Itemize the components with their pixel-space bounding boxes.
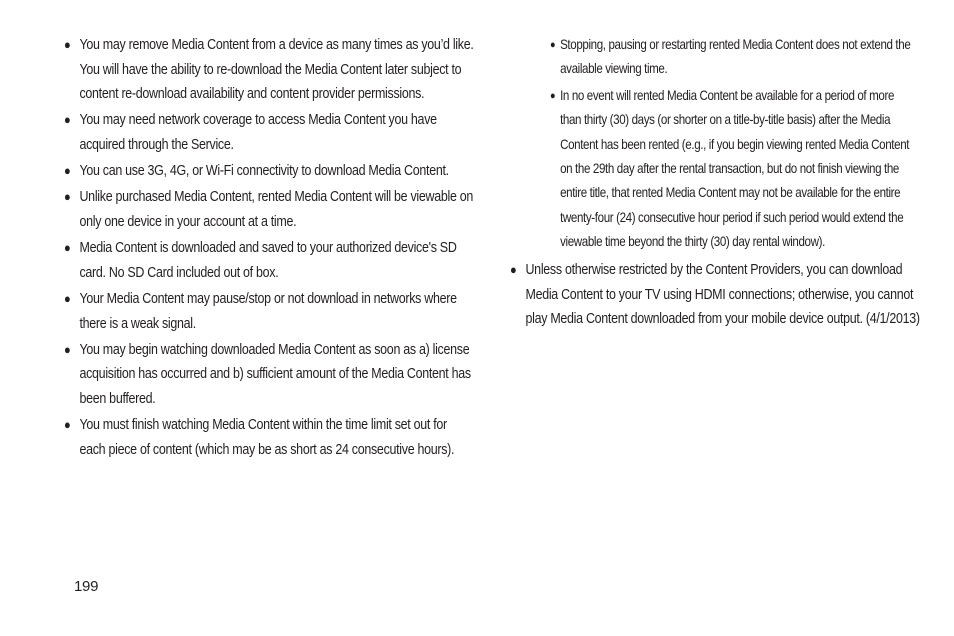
- list-item: [64, 33, 475, 107]
- bullet-icon: ●: [64, 240, 71, 256]
- bullet-icon: ●: [550, 39, 556, 51]
- list-item: [64, 287, 475, 336]
- list-item: [64, 159, 475, 184]
- sub-list-item: [550, 84, 913, 254]
- list-item-text: Unlike purchased Media Content, rented Media Content will be viewable on only one device in your account at a time.: [79, 189, 474, 230]
- bullet-icon: ●: [64, 290, 71, 306]
- list-item-text: You must finish watching Media Content within the time limit set out for each piece of content (which may be as short as 24 consecutive hours).: [79, 417, 455, 458]
- list-item: [64, 413, 475, 462]
- list-item-text: Media Content is downloaded and saved to your authorized device's SD card. No SD Card included out of box.: [79, 240, 457, 281]
- sub-list-item: [550, 33, 913, 82]
- page-number: 199: [74, 578, 99, 595]
- sub-list-item-text: Stopping, pausing or restarting rented Media Content does not extend the available viewing time.: [560, 37, 911, 77]
- bullet-icon: ●: [64, 112, 71, 128]
- bullet-icon: ●: [550, 90, 556, 103]
- list-item-text: Your Media Content may pause/stop or not download in networks where there is a weak signal.: [79, 290, 457, 332]
- left-column: [64, 33, 474, 464]
- list-item: [510, 258, 921, 332]
- list-item-text: Unless otherwise restricted by the Content Providers, you can download Media Content to your TV using HDMI connections; otherwise, you cannot play Media Content downloaded from your mobile device output. (4/1/2013): [525, 262, 920, 328]
- bullet-icon: ●: [64, 341, 71, 357]
- bullet-icon: ●: [64, 163, 71, 179]
- list-item: [64, 185, 475, 234]
- list-item: [64, 338, 475, 412]
- bullet-icon: ●: [64, 417, 71, 433]
- bullet-icon: ●: [64, 37, 71, 52]
- list-item: [64, 108, 475, 157]
- bullet-icon: ●: [64, 189, 71, 205]
- sub-list-item-text: In no event will rented Media Content be available for a period of more than thirty (30) days (or shorter on a title-by-title basis) after the Media Content has been rented (e.g., if you begin viewing rented Media Content on the 29th day after the rental transaction, but do not finish viewing the entire title, that rented Media Content may not be available for the entire twenty-four (24) consecutive hour period if such period would extend the viewable time beyond the thirty (30) day rental window).: [560, 88, 910, 249]
- right-column: [510, 33, 920, 334]
- list-item-text: You may need network coverage to access Media Content you have acquired through the Service.: [79, 112, 437, 153]
- sub-list: [550, 33, 910, 254]
- list-item-text: You may remove Media Content from a device as many times as you’d like. You will have the ability to re-download the Media Content later subject to content re-download availability and content provider permissions.: [79, 37, 474, 103]
- bullet-icon: ●: [510, 262, 517, 278]
- list-item: [64, 236, 475, 285]
- list-item-text: You can use 3G, 4G, or Wi-Fi connectivity to download Media Content.: [79, 163, 449, 180]
- list-item-text: You may begin watching downloaded Media Content as soon as a) license acquisition has occurred and b) sufficient amount of the Media Content has been buffered.: [79, 341, 471, 407]
